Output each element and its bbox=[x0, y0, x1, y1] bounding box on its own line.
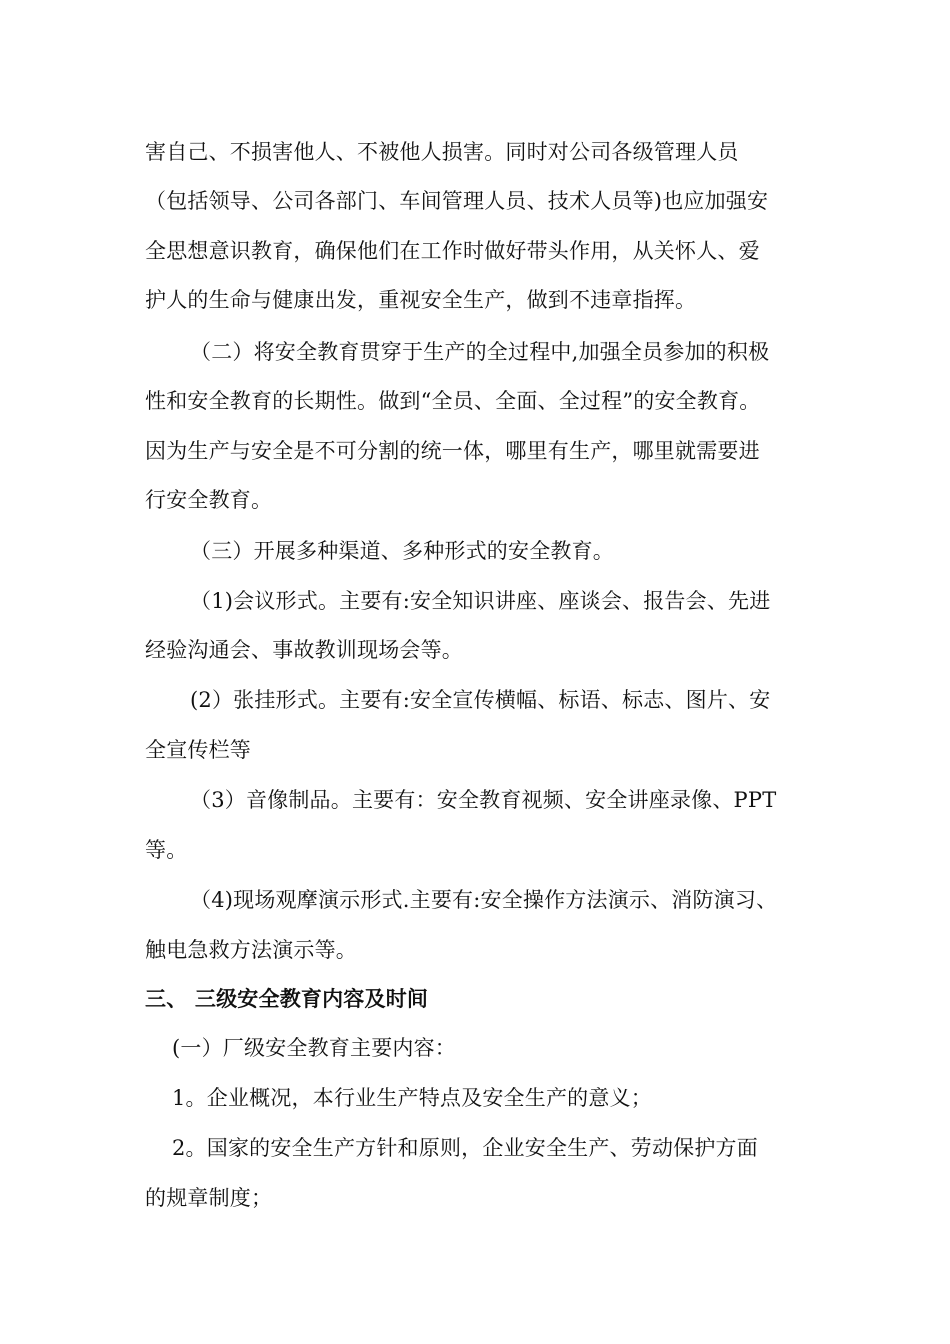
section-heading: 三、 三级安全教育内容及时间 bbox=[145, 986, 429, 1011]
text-line: 性和安全教育的长期性。做到“全员、全面、全过程”的安全教育。 bbox=[145, 389, 761, 413]
text-line: 因为生产与安全是不可分割的统一体，哪里有生产，哪里就需要进 bbox=[145, 439, 760, 463]
text-line: （1)会议形式。主要有:安全知识讲座、座谈会、报告会、先进 bbox=[190, 589, 771, 613]
text-line: （三）开展多种渠道、多种形式的安全教育。 bbox=[190, 539, 614, 563]
text-line: (2）张挂形式。主要有:安全宣传横幅、标语、标志、图片、安 bbox=[190, 688, 771, 712]
text-line: 的规章制度； bbox=[145, 1186, 273, 1210]
text-line: (一）厂级安全教育主要内容： bbox=[172, 1036, 456, 1060]
text-line: 经验沟通会、事故教训现场会等。 bbox=[145, 638, 463, 662]
text-line: 1。企业概况，本行业生产特点及安全生产的意义； bbox=[172, 1086, 652, 1110]
text-line: （包括领导、公司各部门、车间管理人员、技术人员等)也应加强安 bbox=[145, 189, 769, 213]
text-line: 害自己、不损害他人、不被他人损害。同时对公司各级管理人员 bbox=[145, 140, 739, 164]
text-line: （二）将安全教育贯穿于生产的全过程中,加强全员参加的积极 bbox=[190, 340, 770, 364]
text-line: 行安全教育。 bbox=[145, 488, 273, 512]
text-line: 护人的生命与健康出发，重视安全生产，做到不违章指挥。 bbox=[145, 288, 697, 312]
text-line: （3）音像制品。主要有：安全教育视频、安全讲座录像、PPT bbox=[190, 788, 777, 812]
text-line: 全宣传栏等 bbox=[145, 738, 251, 762]
text-line: 全思想意识教育，确保他们在工作时做好带头作用，从关怀人、爱 bbox=[145, 239, 760, 263]
text-line: 等。 bbox=[145, 838, 188, 862]
text-line: 2。国家的安全生产方针和原则，企业安全生产、劳动保护方面 bbox=[172, 1136, 758, 1160]
text-line: （4)现场观摩演示形式.主要有:安全操作方法演示、消防演习、 bbox=[190, 888, 778, 912]
text-line: 触电急救方法演示等。 bbox=[145, 938, 357, 962]
